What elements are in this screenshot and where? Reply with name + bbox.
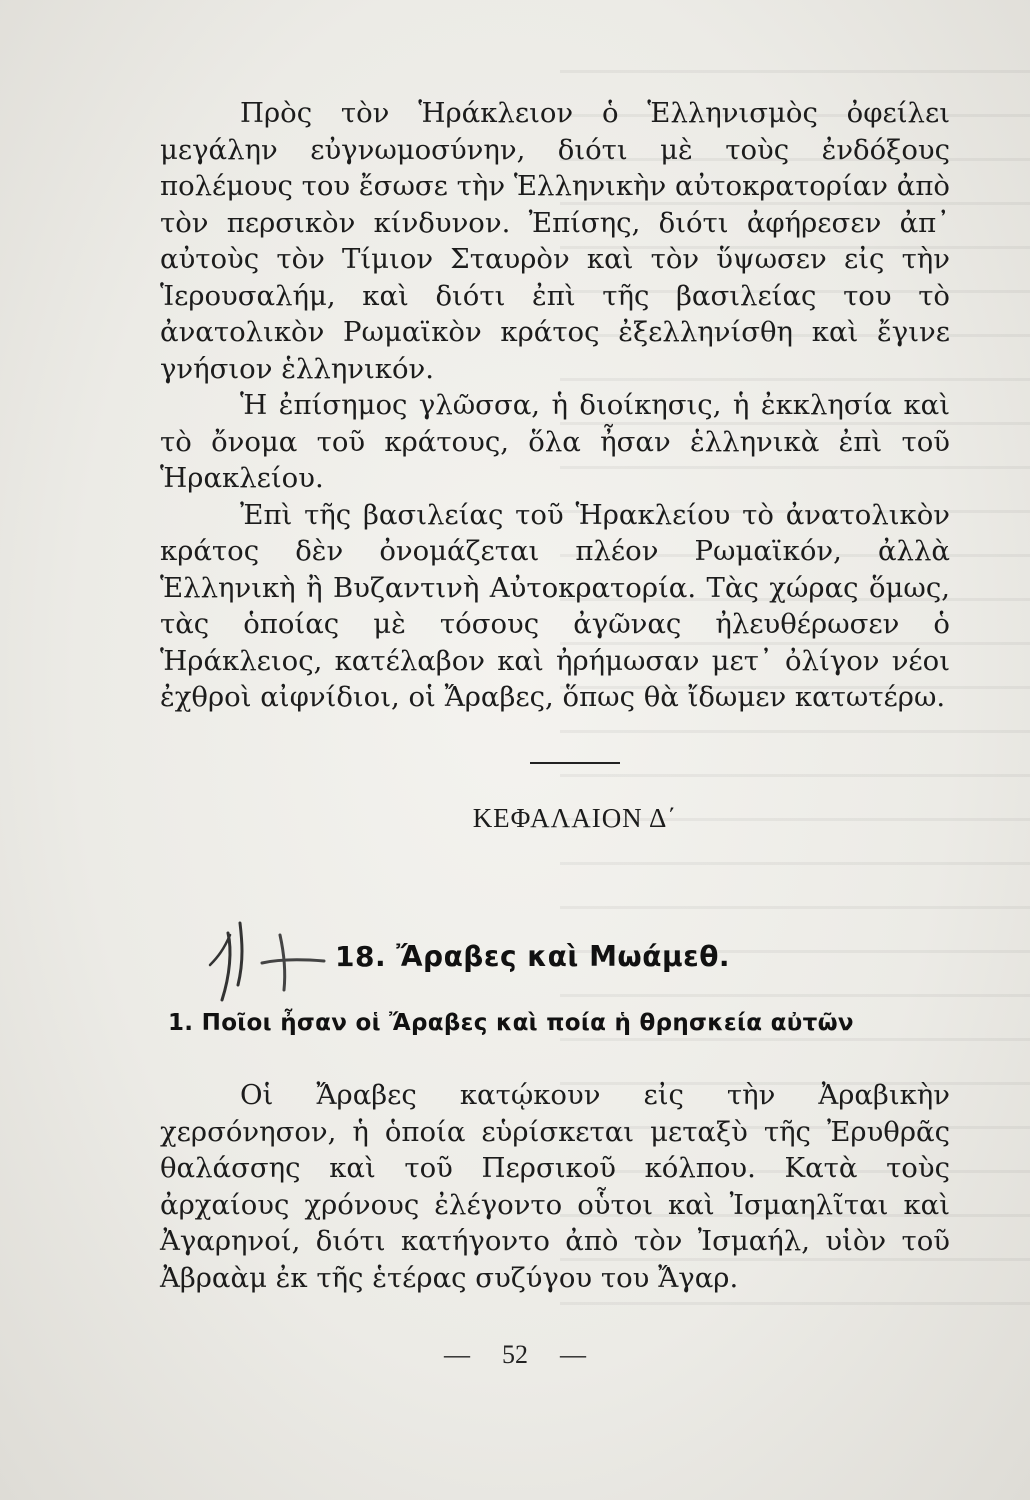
question-title: 1. Ποῖοι ἦσαν οἱ Ἄραβες καὶ ποία ἡ θρησκεία αὐτῶν — [168, 1010, 854, 1036]
paragraph-heraclius-legacy: Πρὸς τὸν Ἡράκλειον ὁ Ἑλληνισμὸς ὀφείλει μεγάλην εὐγνωμοσύνην, διότι μὲ τοὺς ἐνδόξους πολέμους του ἔσωσε τὴν Ἑλληνικὴν αὐτοκρατορίαν ἀπὸ τὸν περσικὸν κίνδυνον. Ἐπίσης, διότι ἀφήρεσεν ἀπ᾽ αὐτοὺς τὸν Τίμιον Σταυρὸν καὶ τὸν ὕψωσεν εἰς τὴν Ἱερουσαλήμ, καὶ διότι ἐπὶ τῆς βασιλείας του τὸ ἀνατολικὸν Ρωμαϊκὸν κράτος ἐξελληνίσθη καὶ ἔγινε γνήσιον ἑλληνικόν. — [160, 97, 950, 385]
section-text — [160, 1077, 950, 1296]
paragraph-byzantine-empire: Ἐπὶ τῆς βασιλείας τοῦ Ἡρακλείου τὸ ἀνατολικὸν κράτος δὲν ὀνομάζεται πλέον Ρωμαϊκόν, ἀλλὰ Ἑλληνικὴ ἢ Βυζαντινὴ Αὐτοκρατορία. Τὰς χώρας ὅμως, τὰς ὁποίας μὲ τόσους ἀγῶνας ἠλευθέρωσεν ὁ Ἡράκλειος, κατέλαβον καὶ ἠρήμωσαν μετ᾽ ὀλίγον νέοι ἐχθροὶ αἰφνίδιοι, οἱ Ἄραβες, ὅπως θὰ ἴδωμεν κατωτέρω. — [160, 498, 950, 713]
page-number-value: 52 — [502, 1340, 528, 1369]
page-number-dash-left: — — [444, 1340, 470, 1369]
main-text — [160, 95, 950, 836]
paragraph-arabs: Οἱ Ἄραβες κατῴκουν εἰς τὴν Ἀραβικὴν χερσόνησον, ἡ ὁποία εὑρίσκεται μεταξὺ τῆς Ἐρυθρᾶς θαλάσσης καὶ τοῦ Περσικοῦ κόλπου. Κατὰ τοὺς ἀρχαίους χρόνους ἐλέγοντο οὗτοι καὶ Ἰσμαηλῖται καὶ Ἀγαρηνοί, διότι κατήγοντο ἀπὸ τὸν Ἰσμαήλ, υἱὸν τοῦ Ἀβραὰμ ἐκ τῆς ἑτέρας συζύγου του Ἄγαρ. — [160, 1079, 950, 1294]
section-title: 18. Ἄραβες καὶ Μωάμεθ. — [335, 940, 731, 973]
page-number-dash-right: — — [560, 1340, 586, 1369]
section-divider — [530, 762, 620, 764]
handwritten-mark-icon — [200, 905, 330, 1015]
page-number — [0, 1340, 1030, 1370]
paragraph-official-language: Ἡ ἐπίσημος γλῶσσα, ἡ διοίκησις, ἡ ἐκκλησία καὶ τὸ ὄνομα τοῦ κράτους, ὅλα ἦσαν ἑλληνικὰ ἐπὶ τοῦ Ἡρακλείου. — [160, 389, 950, 494]
chapter-heading: ΚΕΦΑΛΑΙΟΝ Δ΄ — [472, 802, 678, 833]
